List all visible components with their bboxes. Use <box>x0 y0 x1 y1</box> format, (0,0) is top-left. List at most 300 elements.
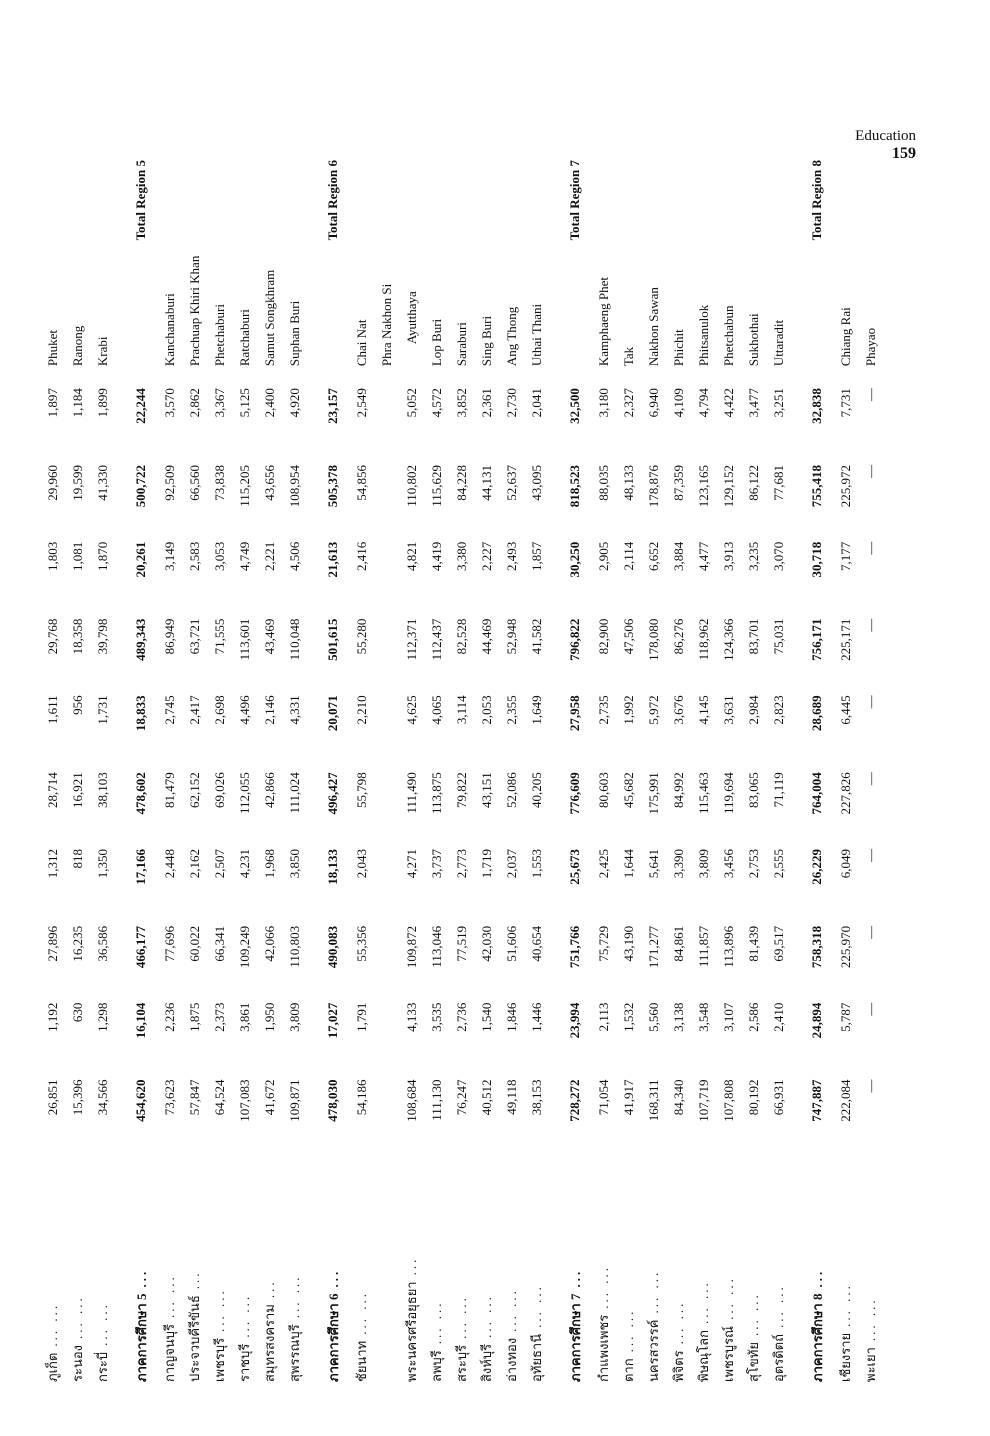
value-cell: 71,054 <box>595 1079 611 1116</box>
value-cell: 2,730 <box>503 388 519 418</box>
value-cell: 7,177 <box>837 541 853 572</box>
value-cell: 3,251 <box>770 388 786 418</box>
thai-label: ระนอง <box>70 1344 85 1382</box>
value-cell: 1,192 <box>44 1002 60 1032</box>
value-cell: 110,803 <box>286 925 302 968</box>
thai-label: สุโขทัย <box>746 1342 761 1382</box>
value-cell: 23,994 <box>567 1002 582 1039</box>
leader-dots: ... <box>187 1270 202 1290</box>
table-row <box>282 146 307 1386</box>
thai-label: ลพบุรี <box>429 1350 444 1382</box>
leader-dots: ... ... <box>838 1283 853 1327</box>
value-cell: 40,654 <box>528 925 544 962</box>
value-cell: 55,280 <box>353 618 369 655</box>
value-cell: 171,277 <box>645 925 661 969</box>
english-label: Kanchanaburi <box>161 293 177 367</box>
value-cell: 755,418 <box>809 464 824 508</box>
leader-dots: ... ... <box>70 1295 85 1339</box>
value-cell: 81,439 <box>745 925 761 962</box>
leader-dots: ... ... <box>454 1295 469 1339</box>
value-cell: 1,846 <box>503 1002 519 1032</box>
value-cell: 1,649 <box>528 695 544 725</box>
value-cell: 4,065 <box>428 695 444 725</box>
value-cell: 20,261 <box>133 541 148 578</box>
value-cell: 178,080 <box>645 618 661 661</box>
value-cell: 43,095 <box>528 464 544 501</box>
value-cell: 43,469 <box>261 618 277 655</box>
value-cell: 1,532 <box>620 1002 636 1032</box>
value-cell: 111,130 <box>428 1079 444 1121</box>
leader-dots: ... ... <box>721 1276 736 1320</box>
value-cell: 6,445 <box>837 695 853 725</box>
value-cell: 51,606 <box>503 925 519 962</box>
value-cell: 5,641 <box>645 849 661 879</box>
english-label: Sing Buri <box>478 315 494 367</box>
thai-label: สมุทรสงคราม <box>262 1304 277 1382</box>
value-cell: 4,506 <box>286 541 302 572</box>
value-cell: 2,735 <box>595 695 611 725</box>
value-cell: 66,341 <box>211 925 227 962</box>
english-label: Total Region 8 <box>809 160 824 241</box>
english-label: Phitsanulok <box>695 304 711 367</box>
value-cell: 42,066 <box>261 925 277 962</box>
value-cell: 818,523 <box>567 464 582 508</box>
value-cell: 2,361 <box>478 388 494 418</box>
value-cell: 751,766 <box>567 925 582 969</box>
table-row <box>90 146 115 1386</box>
value-cell: 62,152 <box>186 772 202 808</box>
value-cell: 225,171 <box>837 618 853 661</box>
english-label: Uthai Thani <box>528 303 544 367</box>
value-cell: 82,528 <box>453 618 469 655</box>
value-cell: 123,165 <box>695 464 711 508</box>
value-cell: 75,729 <box>595 925 611 962</box>
thai-label-cell <box>691 1152 716 1386</box>
thai-label: พิจิตร <box>671 1350 686 1382</box>
value-cell: 3,149 <box>161 541 177 572</box>
total-row <box>791 146 833 1386</box>
value-cell: 19,599 <box>69 464 85 501</box>
value-cell: 2,041 <box>528 388 544 418</box>
value-cell: — <box>862 464 878 478</box>
value-cell: 109,871 <box>286 1079 302 1122</box>
value-cell: 2,417 <box>186 695 202 725</box>
value-cell: 490,083 <box>325 925 340 969</box>
value-cell <box>374 845 399 922</box>
thai-label: กาญจนบุรี <box>162 1324 177 1382</box>
value-cell: 4,794 <box>695 388 711 418</box>
value-cell: 2,236 <box>161 1002 177 1032</box>
value-cell: 225,972 <box>837 464 853 508</box>
value-cell: 2,221 <box>261 541 277 572</box>
table-row <box>157 146 182 1386</box>
value-cell: 747,887 <box>809 1079 824 1122</box>
page-number: 159 <box>892 145 916 163</box>
value-cell: 3,053 <box>211 541 227 572</box>
thai-label-cell <box>282 1152 307 1386</box>
english-label: Saraburi <box>453 322 469 367</box>
value-cell: 3,107 <box>720 1002 736 1032</box>
value-cell: 52,637 <box>503 464 519 501</box>
value-cell: 1,899 <box>94 388 110 418</box>
thai-label: กำแพงเพชร <box>596 1314 611 1382</box>
value-cell: 28,714 <box>44 772 60 808</box>
value-cell: 109,872 <box>403 925 419 969</box>
leader-dots: ... ... <box>212 1288 227 1332</box>
value-cell: 22,244 <box>133 388 148 424</box>
value-cell: 115,205 <box>236 464 252 507</box>
value-cell: 5,972 <box>645 695 661 725</box>
value-cell: 3,913 <box>720 541 736 572</box>
value-cell: 489,343 <box>133 618 148 661</box>
value-cell: 69,026 <box>211 772 227 808</box>
thai-label-cell <box>257 1152 282 1386</box>
value-cell: 57,847 <box>186 1079 202 1116</box>
value-cell: 28,689 <box>809 695 824 732</box>
value-cell: 129,152 <box>720 464 736 508</box>
thai-label-cell <box>666 1152 691 1386</box>
value-cell: 25,673 <box>567 849 582 885</box>
leader-dots: ... ... <box>237 1293 252 1338</box>
thai-label-cell <box>399 1152 424 1386</box>
thai-label-cell <box>499 1152 524 1386</box>
value-cell: 41,330 <box>94 464 110 501</box>
value-cell: 43,190 <box>620 925 636 962</box>
english-label: Ang Thong <box>503 306 519 367</box>
thai-label-cell <box>424 1152 449 1386</box>
value-cell <box>374 922 399 999</box>
value-cell: 4,496 <box>236 695 252 725</box>
value-cell <box>374 691 399 768</box>
value-cell: 88,035 <box>595 464 611 501</box>
thai-label-cell <box>182 1152 207 1386</box>
value-cell: 39,798 <box>94 618 110 655</box>
value-cell: 29,768 <box>44 618 60 655</box>
value-cell: 2,037 <box>503 849 519 879</box>
table-row <box>616 146 641 1386</box>
thai-label: สิงห์บุรี <box>479 1343 494 1382</box>
value-cell: 4,133 <box>403 1002 419 1032</box>
value-cell: 3,114 <box>453 695 469 725</box>
thai-label-cell <box>524 1152 549 1386</box>
thai-label: ภูเก็ต <box>45 1352 60 1382</box>
value-cell: — <box>862 925 878 939</box>
total-row <box>307 146 349 1386</box>
value-cell: 110,048 <box>286 618 302 661</box>
value-cell: 3,070 <box>770 541 786 572</box>
leader-dots: ... ... <box>621 1308 636 1353</box>
leader-dots: ... ... <box>429 1300 444 1345</box>
value-cell: 2,373 <box>211 1002 227 1032</box>
value-cell: 77,681 <box>770 464 786 501</box>
value-cell: 1,081 <box>69 541 85 572</box>
leader-dots: ... ... <box>504 1288 519 1332</box>
value-cell: 4,145 <box>695 695 711 725</box>
value-cell: 1,553 <box>528 849 544 879</box>
value-cell: 16,921 <box>69 772 85 808</box>
value-cell: 3,456 <box>720 849 736 879</box>
value-cell: 3,535 <box>428 1002 444 1032</box>
value-cell: 776,609 <box>567 772 582 815</box>
thai-label: ประจวบคีรีขันธ์ <box>187 1295 202 1382</box>
value-cell: 3,861 <box>236 1002 252 1032</box>
leader-dots: ... ... <box>95 1302 110 1346</box>
value-cell: 3,852 <box>453 388 469 418</box>
value-cell: 3,477 <box>745 388 761 418</box>
thai-label: ภาคการศึกษา 7 <box>567 1293 583 1382</box>
value-cell: 60,022 <box>186 925 202 962</box>
value-cell: — <box>862 1002 878 1016</box>
value-cell: 2,162 <box>186 849 202 879</box>
value-cell: 30,718 <box>809 541 824 578</box>
value-cell: 764,004 <box>809 772 824 815</box>
value-cell: 113,896 <box>720 925 736 968</box>
table-row <box>691 146 716 1386</box>
thai-label-cell <box>791 1152 833 1386</box>
value-cell: 2,507 <box>211 849 227 879</box>
value-cell: 1,992 <box>620 695 636 725</box>
value-cell: 2,773 <box>453 849 469 879</box>
value-cell: 4,625 <box>403 695 419 725</box>
thai-label-cell <box>207 1152 232 1386</box>
value-cell: 107,083 <box>236 1079 252 1122</box>
value-cell: 48,133 <box>620 464 636 501</box>
table-body <box>40 146 883 1386</box>
value-cell: — <box>862 541 878 555</box>
leader-dots: ... ... <box>45 1302 60 1347</box>
value-cell: 2,210 <box>353 695 369 725</box>
value-cell: 41,582 <box>528 618 544 655</box>
value-cell: 1,350 <box>94 849 110 879</box>
value-cell: 1,791 <box>353 1002 369 1032</box>
value-cell: 1,298 <box>94 1002 110 1032</box>
value-cell: 2,043 <box>353 849 369 879</box>
value-cell: 66,560 <box>186 464 202 501</box>
thai-label: พะเยา <box>863 1347 878 1382</box>
value-cell: 66,931 <box>770 1079 786 1116</box>
value-cell: 2,227 <box>478 541 494 572</box>
thai-label-cell <box>474 1152 499 1386</box>
value-cell: 2,698 <box>211 695 227 725</box>
table-row <box>474 146 499 1386</box>
value-cell: 3,570 <box>161 388 177 418</box>
value-cell: 178,876 <box>645 464 661 508</box>
value-cell: 27,958 <box>567 695 582 732</box>
value-cell: 77,696 <box>161 925 177 962</box>
value-cell: 84,228 <box>453 464 469 501</box>
thai-label: ชัยนาท <box>354 1340 369 1382</box>
english-label: Phetchabun <box>720 305 736 367</box>
value-cell: 15,396 <box>69 1079 85 1116</box>
value-cell: 2,416 <box>353 541 369 572</box>
value-cell <box>374 384 399 461</box>
value-cell: 75,031 <box>770 618 786 655</box>
value-cell: 1,312 <box>44 849 60 879</box>
table-row <box>424 146 449 1386</box>
value-cell: 54,186 <box>353 1079 369 1116</box>
english-label: Phichit <box>670 329 686 367</box>
english-label: Total Region 5 <box>133 160 148 241</box>
thai-label: กระบี่ <box>95 1351 110 1382</box>
value-cell: 38,103 <box>94 772 110 808</box>
value-cell: 73,838 <box>211 464 227 501</box>
value-cell: 3,631 <box>720 695 736 725</box>
value-cell: 466,177 <box>133 925 148 969</box>
value-cell: 3,380 <box>453 541 469 572</box>
value-cell: 2,355 <box>503 695 519 725</box>
value-cell <box>374 999 399 1076</box>
value-cell: — <box>862 849 878 863</box>
value-cell: 4,331 <box>286 695 302 725</box>
value-cell: 3,138 <box>670 1002 686 1032</box>
value-cell: — <box>862 388 878 402</box>
value-cell: 26,229 <box>809 849 824 885</box>
value-cell: 5,052 <box>403 388 419 418</box>
value-cell: 107,808 <box>720 1079 736 1122</box>
value-cell: 1,870 <box>94 541 110 572</box>
leader-dots: ... ... <box>354 1291 369 1335</box>
table-row <box>207 146 232 1386</box>
value-cell: 82,900 <box>595 618 611 655</box>
value-cell: 41,672 <box>261 1079 277 1116</box>
value-cell: 3,676 <box>670 695 686 725</box>
table-row <box>524 146 549 1386</box>
table-row <box>374 146 399 1386</box>
value-cell: 501,615 <box>325 618 340 661</box>
value-cell: 2,984 <box>745 695 761 725</box>
english-label: Nakhon Sawan <box>645 287 661 367</box>
value-cell: 3,809 <box>286 1002 302 1032</box>
english-label: Ratchaburi <box>236 309 252 367</box>
thai-label: เพชรบูรณ์ <box>721 1325 736 1382</box>
table-row <box>833 146 858 1386</box>
value-cell: 1,803 <box>44 541 60 572</box>
value-cell: 84,992 <box>670 772 686 808</box>
value-cell: 2,410 <box>770 1002 786 1032</box>
table-row <box>499 146 524 1386</box>
thai-label-cell <box>349 1152 374 1386</box>
value-cell: 728,272 <box>567 1079 582 1122</box>
value-cell: 34,566 <box>94 1079 110 1116</box>
value-cell: 115,463 <box>695 772 711 814</box>
value-cell: 5,787 <box>837 1002 853 1032</box>
thai-label: ภาคการศึกษา 6 <box>325 1293 341 1382</box>
value-cell: 42,030 <box>478 925 494 962</box>
english-label: Ayutthaya <box>403 291 419 345</box>
leader-dots: ... <box>567 1268 583 1288</box>
thai-label: เพชรบุรี <box>212 1337 227 1382</box>
thai-label-cell <box>115 1152 157 1386</box>
leader-dots: ... ... <box>287 1274 302 1319</box>
value-cell: 86,949 <box>161 618 177 655</box>
english-label: Prachuap Khiri Khan <box>186 255 202 367</box>
value-cell: 16,104 <box>133 1002 148 1039</box>
value-cell: 2,114 <box>620 541 636 571</box>
thai-label-cell <box>641 1152 666 1386</box>
value-cell: 55,356 <box>353 925 369 962</box>
value-cell: 17,027 <box>325 1002 340 1039</box>
value-cell: 2,146 <box>261 695 277 725</box>
value-cell: 108,684 <box>403 1079 419 1122</box>
english-label: Kamphaeng Phet <box>595 276 611 367</box>
value-cell: 111,857 <box>695 925 711 968</box>
value-cell: 3,180 <box>595 388 611 418</box>
value-cell: 36,586 <box>94 925 110 962</box>
table-row <box>716 146 741 1386</box>
value-cell: 2,113 <box>595 1002 611 1032</box>
value-cell: 18,833 <box>133 695 148 732</box>
leader-dots: ... ... <box>479 1294 494 1338</box>
thai-label: สระบุรี <box>454 1344 469 1382</box>
value-cell: 40,512 <box>478 1079 494 1116</box>
value-cell: 44,469 <box>478 618 494 655</box>
value-cell: 4,271 <box>403 849 419 879</box>
value-cell: 26,851 <box>44 1079 60 1116</box>
value-cell: 4,821 <box>403 541 419 572</box>
value-cell: 41,917 <box>620 1079 636 1116</box>
english-label: Ranong <box>69 325 85 367</box>
value-cell: 83,065 <box>745 772 761 808</box>
thai-label-cell <box>307 1152 349 1386</box>
value-cell: 108,954 <box>286 464 302 508</box>
value-cell: 113,875 <box>428 772 444 814</box>
english-label: Krabi <box>94 336 110 367</box>
value-cell: 86,122 <box>745 464 761 501</box>
table-row <box>741 146 766 1386</box>
english-label: Phayao <box>862 327 878 367</box>
value-cell: 42,866 <box>261 772 277 808</box>
table-row <box>257 146 282 1386</box>
thai-label: พระนครศรีอยุธยา <box>404 1281 419 1382</box>
value-cell: 109,249 <box>236 925 252 969</box>
leader-dots: ... <box>262 1279 277 1299</box>
value-cell: 3,737 <box>428 849 444 879</box>
value-cell: 2,823 <box>770 695 786 725</box>
value-cell: 112,437 <box>428 618 444 661</box>
value-cell: 43,656 <box>261 464 277 501</box>
value-cell: 110,802 <box>403 464 419 507</box>
value-cell: 113,046 <box>428 925 444 968</box>
value-cell: 1,644 <box>620 849 636 879</box>
value-cell: 47,506 <box>620 618 636 655</box>
thai-label: ภาคการศึกษา 8 <box>809 1293 825 1382</box>
value-cell: 2,583 <box>186 541 202 572</box>
value-cell <box>374 768 399 845</box>
value-cell: 454,620 <box>133 1079 148 1122</box>
leader-dots: ... ... <box>596 1264 611 1309</box>
thai-label-cell <box>374 1152 399 1386</box>
value-cell: 119,694 <box>720 772 736 814</box>
value-cell: 83,701 <box>745 618 761 655</box>
value-cell: 77,519 <box>453 925 469 962</box>
value-cell: 1,731 <box>94 695 110 725</box>
value-cell: 107,719 <box>695 1079 711 1122</box>
leader-dots: ... <box>404 1256 419 1276</box>
english-label: Suphan Buri <box>286 300 302 367</box>
leader-dots: ... ... <box>646 1269 661 1314</box>
value-cell: 1,950 <box>261 1002 277 1032</box>
value-cell: 630 <box>69 1002 85 1023</box>
thai-label: นครสวรรค์ <box>646 1319 661 1382</box>
english-label: Tak <box>620 346 636 367</box>
value-cell: 112,371 <box>403 618 419 661</box>
thai-label-cell <box>591 1152 616 1386</box>
value-cell: 29,960 <box>44 464 60 501</box>
value-cell: 118,962 <box>695 618 711 661</box>
leader-dots: ... ... <box>863 1297 878 1342</box>
value-cell: 2,753 <box>745 849 761 879</box>
value-cell: 1,857 <box>528 541 544 572</box>
